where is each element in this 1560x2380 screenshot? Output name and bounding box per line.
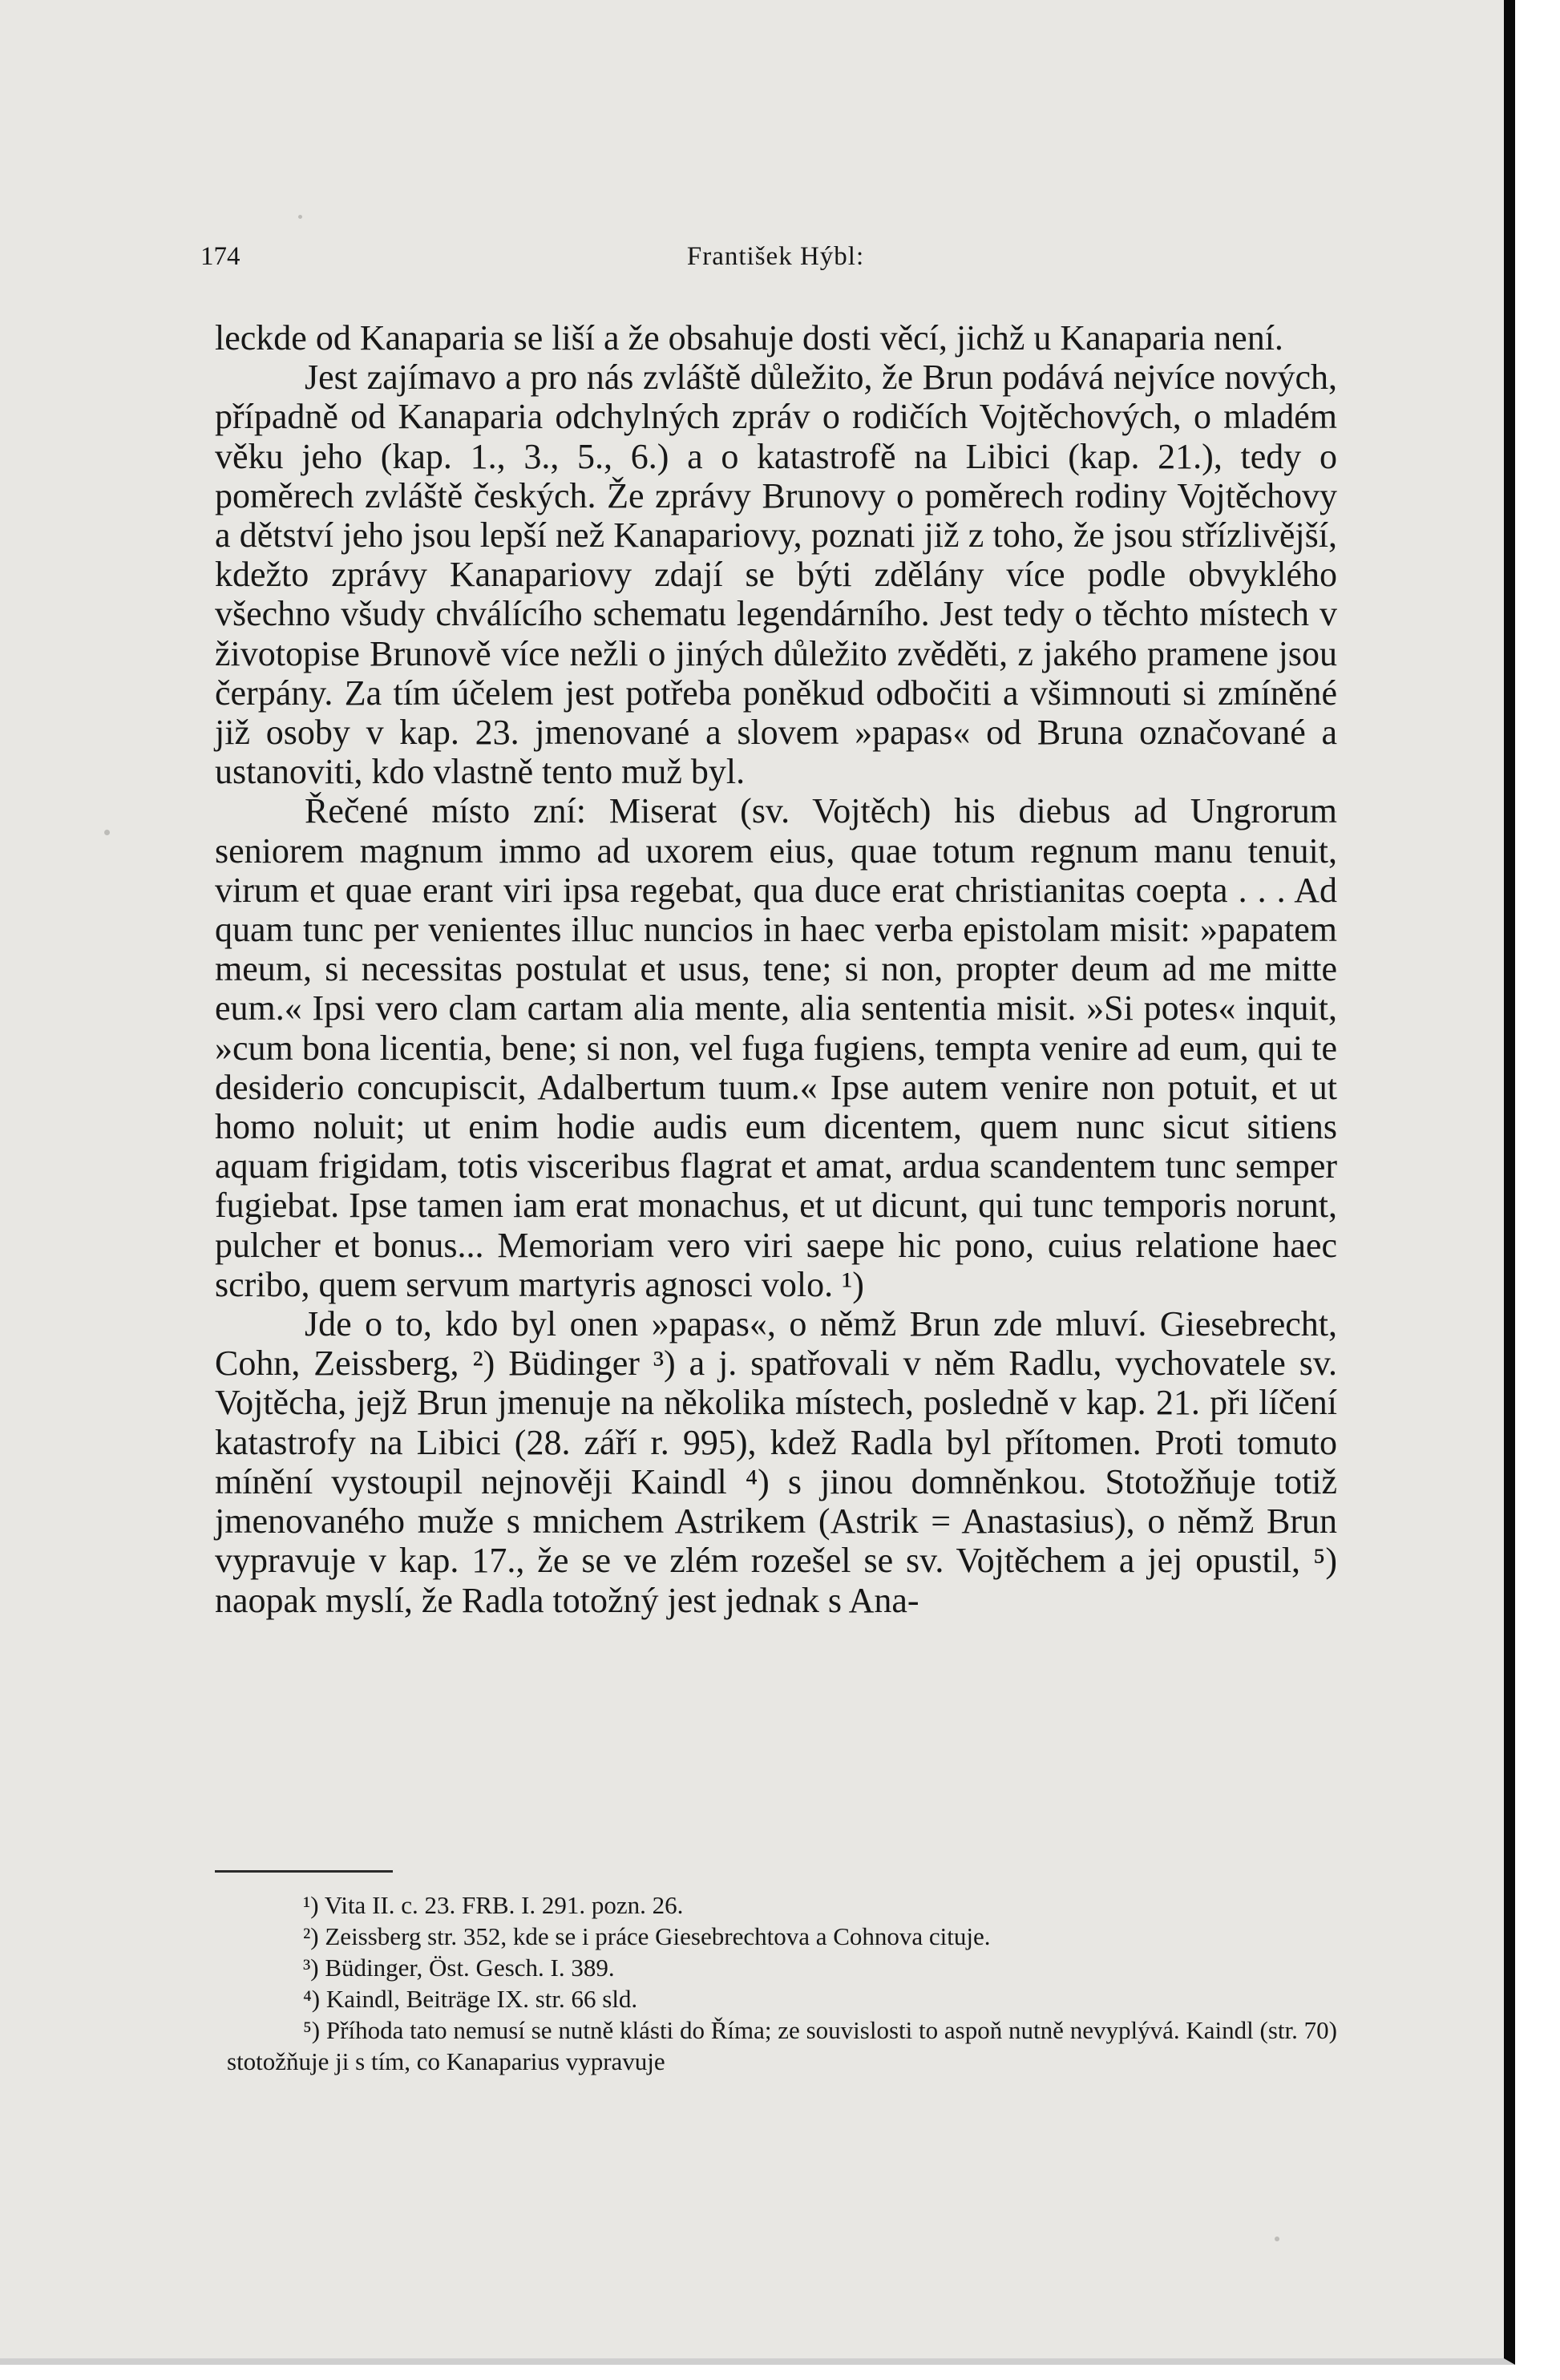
paragraph-papas-identity: Jde o to, kdo byl onen »papas«, o němž Brun zde mluví. Giesebrecht, Cohn, Zeissberg, ²) Büdinger ³) a j. spatřovali v něm Radlu, vychovatele sv. Vojtěcha, jejž Brun jmenuje na několika místech, posledně v kap. 21. při líčení katastrofy na Libici (28. září r. 995), kdež Radla byl přítomen. Proti tomuto mínění vystoupil nejnověji Kaindl ⁴) s jinou domněnkou. Stotožňuje totiž jmenovaného muže s mnichem Astrikem (Astrik = Anastasius), o němž Brun vypravuje v kap. 17., že se ve zlém rozešel se sv. Vojtěchem a jej opustil, ⁵) naopak myslí, že Radla totožný jest jednak s Ana- (215, 1304, 1337, 1620)
paper-speck (104, 830, 110, 835)
footnote-divider (215, 1870, 393, 1873)
footnote-4: ⁴) Kaindl, Beiträge IX. str. 66 sld. (303, 1985, 638, 2013)
paper-speck (298, 215, 302, 219)
footnote-2: ²) Zeissberg str. 352, kde se i práce Giesebrechtova a Cohnova cituje. (303, 1922, 991, 1950)
page-number: 174 (200, 242, 240, 271)
footnote-1: ¹) Vita II. c. 23. FRB. I. 291. pozn. 26. (303, 1891, 684, 1919)
footnotes (227, 1889, 1337, 2077)
author-heading: František Hýbl: (686, 242, 865, 271)
footnote-3: ³) Büdinger, Öst. Gesch. I. 389. (303, 1954, 615, 1982)
running-head (200, 242, 1351, 290)
paper-speck (1275, 2237, 1279, 2241)
paragraph-brun-sources: Jest zajímavo a pro nás zvláště důležito, že Brun podává nejvíce nových, případně od Kanaparia odchylných zpráv o rodičích Vojtěchových, o mladém věku jeho (kap. 1., 3., 5., 6.) a o katastrofě na Libici (kap. 21.), tedy o poměrech zvláště českých. Že zprávy Brunovy o poměrech rodiny Vojtěchovy a dětství jeho jsou lepší než Kanapariovy, poznati již z toho, že jsou střízlivější, kdežto zprávy Kanapariovy zdají se býti zdělány více podle obvyklého všechno všudy chválícího schematu legendárního. Jest tedy o těchto místech v životopise Brunově více nežli o jiných důležito zvěděti, z jakého pramene jsou čerpány. Za tím účelem jest potřeba poněkud odbočiti a všimnouti si zmíněné již osoby v kap. 23. jmenované a slovem »papas« od Bruna označované a ustanoviti, kdo vlastně tento muž byl. (215, 358, 1337, 792)
footnote-5: ⁵) Příhoda tato nemusí se nutně klásti do Říma; ze souvislosti to aspoň nutně nevyplývá. Kaindl (str. 70) stotožňuje ji s tím, co Kanaparius vypravuje (227, 2016, 1337, 2075)
body-text (215, 318, 1337, 1620)
paragraph-continuation: leckde od Kanaparia se liší a že obsahuje dosti věcí, jichž u Kanaparia není. (215, 318, 1283, 358)
paragraph-latin-quote: Řečené místo zní: Miserat (sv. Vojtěch) his diebus ad Ungrorum seniorem magnum immo ad uxorem eius, quae totum regnum manu tenuit, virum et quae erant viri ipsa regebat, qua duce erat christianitas coepta . . . Ad quam tunc per venientes illuc nuncios in haec verba epistolam misit: »papatem meum, si necessitas postulat et usus, tene; si non, propter deum ad me mitte eum.« Ipsi vero clam cartam alia mente, alia sententia misit. »Si potes« inquit, »cum bona licentia, bene; si non, vel fuga fugiens, tempta venire ad eum, qui te desiderio concupiscit, Adalbertum tuum.« Ipse autem venire non potuit, et ut homo noluit; ut enim hodie audis eum dicentem, quem nunc sicut sitiens aquam frigidam, totis visceribus flagrat et amat, ardua scandentem tunc semper fugiebat. Ipse tamen iam erat monachus, et ut dicunt, qui tunc temporis norunt, pulcher et bonus... Memoriam vero viri saepe hic pono, cuius relatione haec scribo, quem servum martyris agnosci volo. ¹) (215, 791, 1337, 1304)
